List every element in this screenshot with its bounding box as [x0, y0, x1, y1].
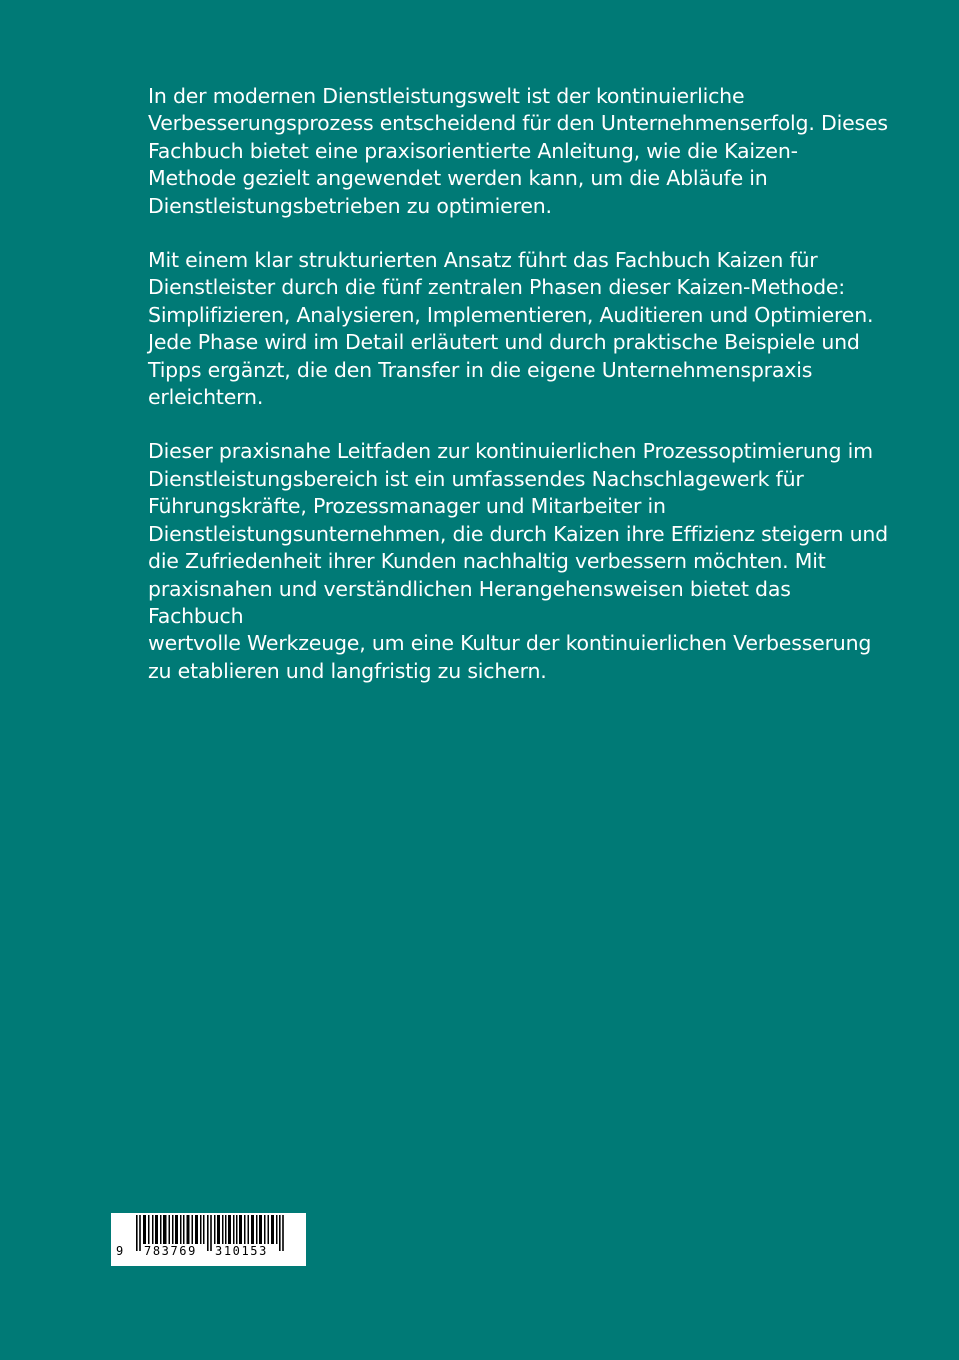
barcode-right-digits: 310153 — [215, 1244, 268, 1258]
blurb-paragraph-3: Dieser praxisnahe Leitfaden zur kontinuierlichen Prozessoptimierung im Dienstleistungsbereich ist ein umfassendes Nachschlagewerk für Führungskräfte, Prozessmanager und Mitarbeiter in Dienstleistungsunternehmen, die durch Kaizen ihre Effizienz steigern und die Zufriedenheit ihrer Kunden nachhaltig verbessern möchten. Mit praxisnahen und verständlichen Herangehensweisen bietet das Fachbuch wertvolle Werkzeuge, um eine Kultur der kontinuierlichen Verbesserung zu etablieren und langfristig zu sichern. — [148, 439, 888, 683]
barcode-left-digits: 783769 — [144, 1244, 197, 1258]
barcode-first-digit: 9 — [116, 1244, 125, 1258]
isbn-barcode — [111, 1213, 306, 1266]
barcode-bars-icon — [111, 1213, 306, 1266]
blurb-paragraph-1: In der modernen Dienstleistungswelt ist der kontinuierliche Verbesserungsprozess entscheidend für den Unternehmenserfolg. Dieses Fachbuch bietet eine praxisorientierte Anleitung, wie die Kaizen- Methode gezielt angewendet werden kann, um die Abläufe in Dienstleistungsbetrieben zu optimieren. — [148, 84, 888, 218]
blurb-paragraph-2: Mit einem klar strukturierten Ansatz führt das Fachbuch Kaizen für Dienstleister durch die fünf zentralen Phasen dieser Kaizen-Methode: Simplifizieren, Analysieren, Implementieren, Auditieren und Optimieren. Jede Phase wird im Detail erläutert und durch praktische Beispiele und Tipps ergänzt, die den Transfer in die eigene Unternehmenspraxis erleichtern. — [148, 248, 874, 410]
blurb-text — [148, 83, 888, 712]
